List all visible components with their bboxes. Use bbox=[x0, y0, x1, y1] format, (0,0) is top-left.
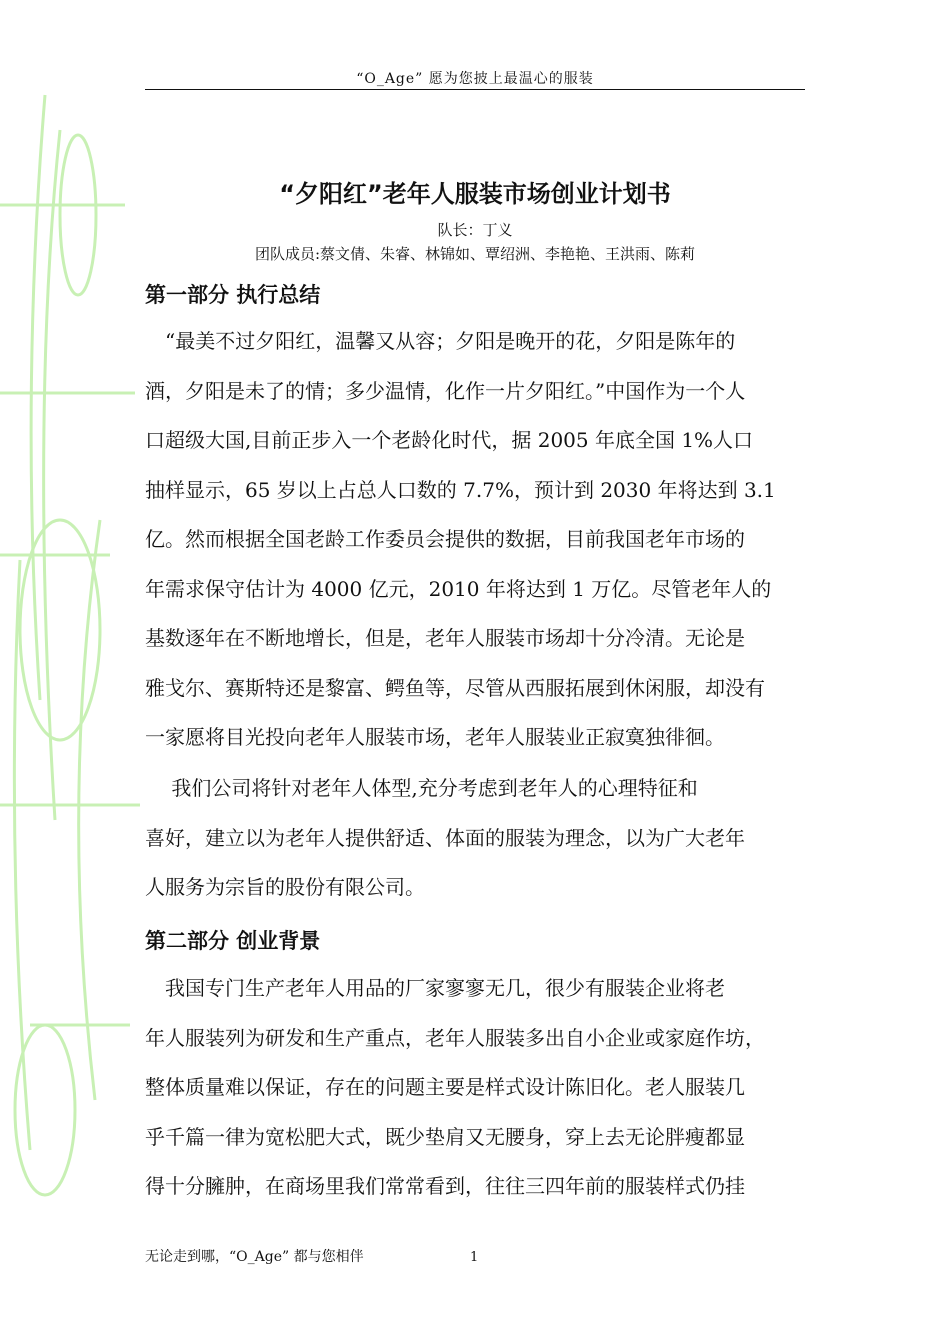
text-line: 整体质量难以保证，存在的问题主要是样式设计陈旧化。老人服装几 bbox=[145, 1075, 745, 1099]
team-members: 团队成员:蔡文倩、朱睿、林锦如、覃绍洲、李艳艳、王洪雨、陈莉 bbox=[254, 245, 696, 263]
text-line: 得十分臃肿，在商场里我们常常看到，往往三四年前的服装样式仍挂 bbox=[145, 1174, 745, 1198]
text-line: 抽样显示，65 岁以上占总人口数的 7.7%，预计到 2030 年将达到 3.1 bbox=[145, 477, 776, 502]
page-number: 1 bbox=[470, 1250, 479, 1265]
text-line: 年人服装列为研发和生产重点，老年人服装多出自小企业或家庭作坊， bbox=[145, 1025, 765, 1050]
text-line: 亿。然而根据全国老龄工作委员会提供的数据，目前我国老年市场的 bbox=[145, 527, 745, 551]
text-line: 我国专门生产老年人用品的厂家寥寥无几，很少有服装企业将老 bbox=[145, 976, 725, 1000]
footer-slogan: 无论走到哪，“O_Age” 都与您相伴 bbox=[145, 1249, 364, 1265]
deco-oval-3 bbox=[15, 1025, 75, 1195]
text-line: 酒，夕阳是未了的情；多少温情，化作一片夕阳红。”中国作为一个人 bbox=[145, 378, 746, 403]
text-line: 年需求保守估计为 4000 亿元，2010 年将达到 1 万亿。尽管老年人的 bbox=[145, 576, 772, 601]
deco-curve-2 bbox=[44, 130, 60, 820]
deco-curve-4 bbox=[14, 560, 30, 1150]
text-line: 喜好，建立以为老年人提供舒适、体面的服装为理念，以为广大老年 bbox=[145, 825, 745, 850]
deco-oval-1 bbox=[60, 135, 96, 295]
document-title: “夕阳红”老年人服装市场创业计划书 bbox=[279, 180, 671, 208]
text-line: 雅戈尔、赛斯特还是黎富、鳄鱼等，尽管从西服拓展到休闲服，却没有 bbox=[145, 675, 765, 700]
header-rule bbox=[145, 89, 805, 90]
text-line: 基数逐年在不断地增长，但是，老年人服装市场却十分冷清。无论是 bbox=[145, 626, 745, 650]
text-line: 口超级大国,目前正步入一个老龄化时代，据 2005 年底全国 1%人口 bbox=[145, 428, 754, 452]
text-line: 一家愿将目光投向老年人服装市场，老年人服装业正寂寞独徘徊。 bbox=[145, 725, 725, 749]
deco-curve-3 bbox=[79, 520, 100, 1100]
text-line: “最美不过夕阳红，温馨又从容；夕阳是晚开的花，夕阳是陈年的 bbox=[145, 329, 736, 353]
section-heading-1: 第一部分 执行总结 bbox=[145, 283, 321, 307]
section2-paragraph-1 bbox=[145, 964, 807, 1212]
page-header: “O_Age” 愿为您披上最温心的服装 bbox=[356, 71, 594, 87]
team-leader: 队长：丁义 bbox=[437, 221, 513, 239]
section1-paragraph-1 bbox=[145, 317, 807, 763]
text-line: 我们公司将针对老年人体型,充分考虑到老年人的心理特征和 bbox=[145, 776, 698, 800]
section-heading-2: 第二部分 创业背景 bbox=[145, 929, 321, 953]
text-line: 乎千篇一律为宽松肥大式，既少垫肩又无腰身，穿上去无论胖瘦都显 bbox=[145, 1124, 745, 1149]
text-line: 人服务为宗旨的股份有限公司。 bbox=[145, 875, 425, 899]
section1-paragraph-2 bbox=[145, 764, 807, 913]
